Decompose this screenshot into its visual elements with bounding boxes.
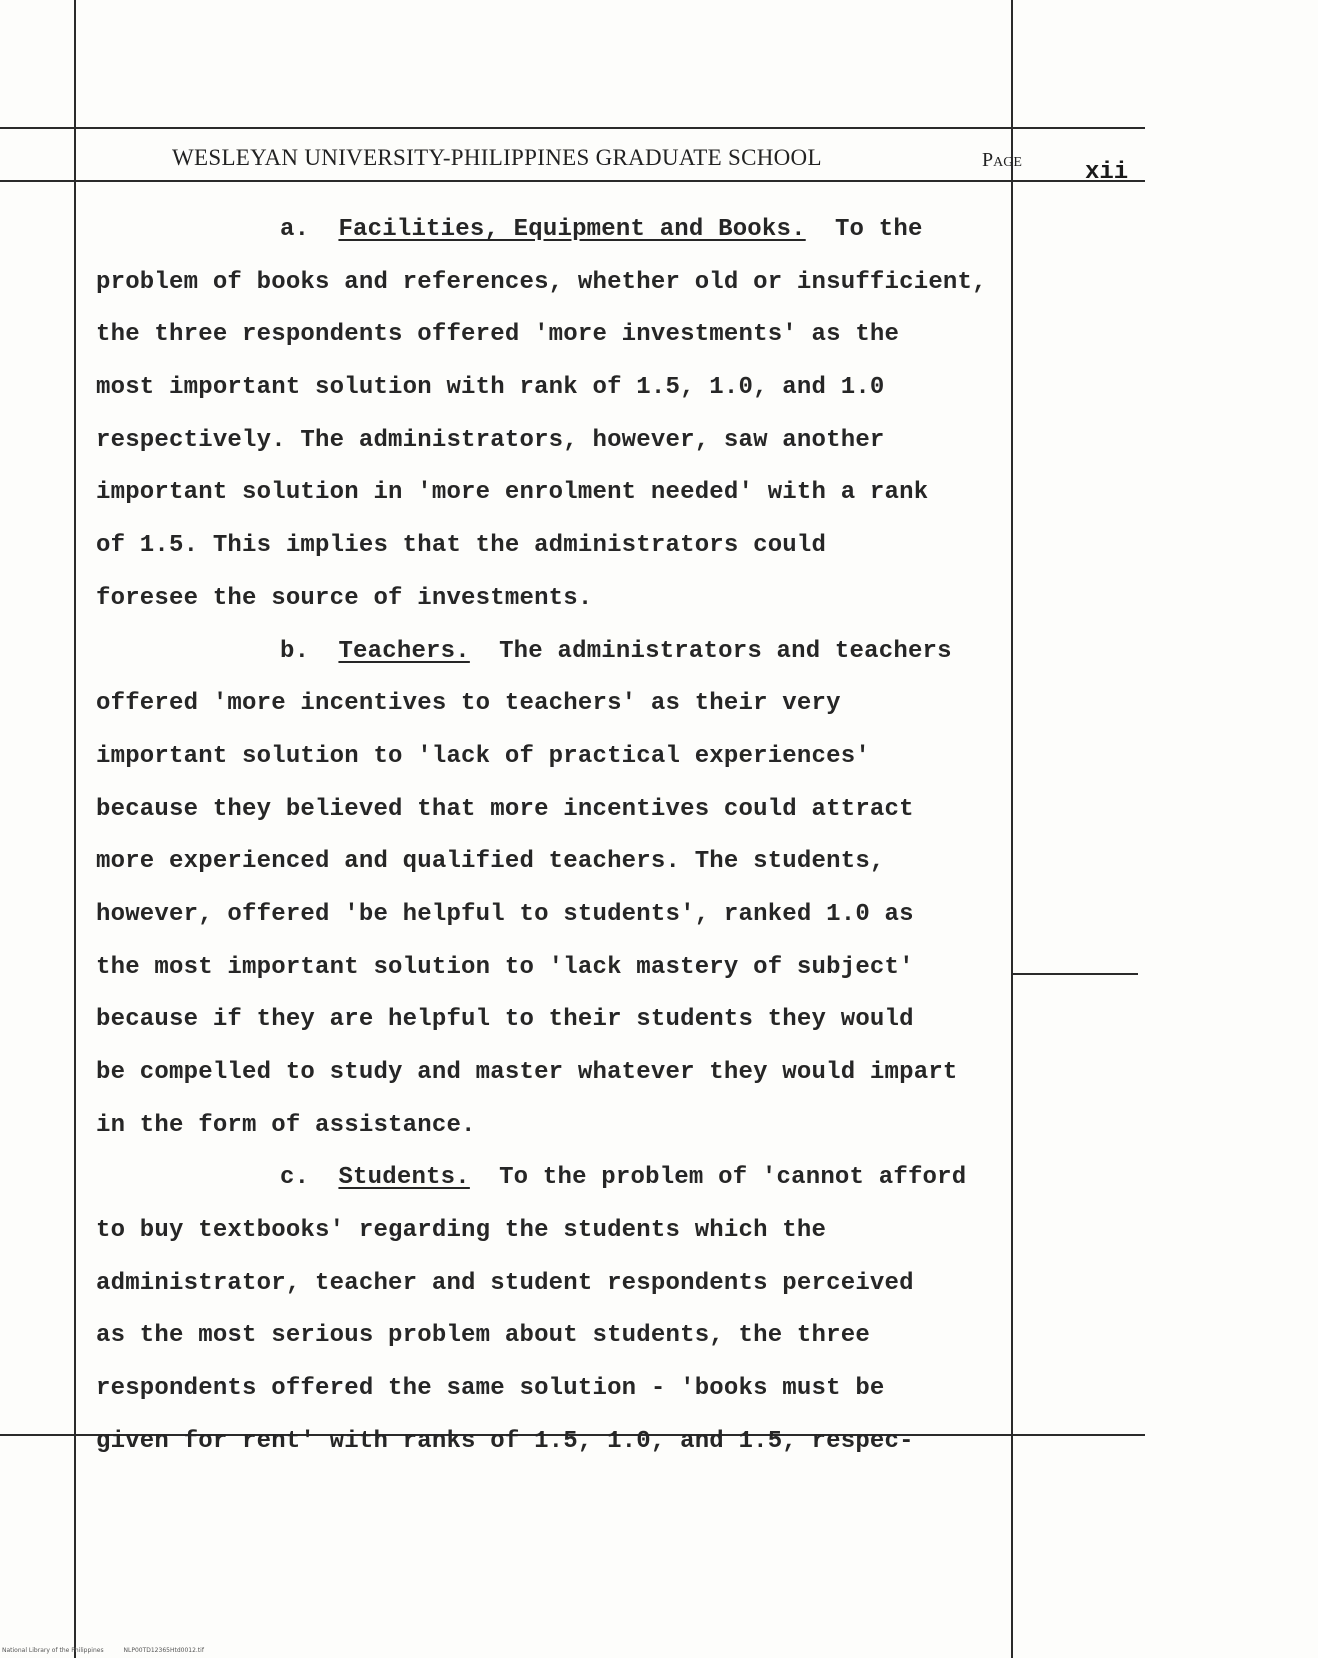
text-line: as the most serious problem about students, the three [96, 1322, 870, 1350]
para-b-first-line-rest: The administrators and teachers [499, 637, 952, 665]
text-line: however, offered 'be helpful to students', ranked 1.0 as [96, 900, 914, 928]
text-line: because if they are helpful to their students they would [96, 1006, 914, 1034]
text-line: important solution to 'lack of practical experiences' [96, 742, 870, 770]
text-line: most important solution with rank of 1.5, 1.0, and 1.0 [96, 374, 885, 402]
body-text [96, 204, 1066, 1469]
text-line: in the form of assistance. [96, 1111, 476, 1139]
text-line: foresee the source of investments. [96, 584, 593, 612]
text-line: more experienced and qualified teachers. The students, [96, 848, 885, 876]
para-a-first-line [96, 204, 1066, 257]
header-top-rule [0, 127, 1145, 129]
para-b-heading: Teachers. [338, 637, 470, 665]
para-b-label: b. [280, 637, 310, 665]
left-margin-rule [74, 0, 76, 1658]
para-c-first-line-rest: To the problem of 'cannot afford [499, 1164, 967, 1192]
para-b-first-line [96, 626, 1066, 679]
text-line: to buy textbooks' regarding the students which the [96, 1217, 827, 1245]
text-line: important solution in 'more enrolment needed' with a rank [96, 479, 929, 507]
page-label: Page [982, 149, 1022, 171]
page-number: xii [1085, 159, 1129, 186]
text-line: the most important solution to 'lack mastery of subject' [96, 953, 914, 981]
text-line: be compelled to study and master whatever they would impart [96, 1059, 958, 1086]
school-header-title: WESLEYAN UNIVERSITY-PHILIPPINES GRADUATE SCHOOL [172, 145, 822, 170]
para-c-first-line [96, 1152, 1066, 1205]
text-line: administrator, teacher and student respondents perceived [96, 1269, 914, 1297]
text-line: problem of books and references, whether old or insufficient, [96, 268, 987, 296]
header-bottom-rule [0, 180, 1145, 182]
text-line: given for rent' with ranks of 1.5, 1.0, and 1.5, respec- [96, 1427, 914, 1455]
para-a-first-line-rest: To the [834, 216, 923, 243]
text-line: offered 'more incentives to teachers' as their very [96, 690, 841, 718]
library-name: National Library of the Philippines [2, 1647, 104, 1654]
text-line: respondents offered the same solution - 'books must be [96, 1375, 885, 1403]
text-line: of 1.5. This implies that the administrators could [96, 532, 827, 560]
para-a-heading: Facilities, Equipment and Books. [338, 216, 806, 243]
para-c-heading: Students. [338, 1164, 470, 1192]
para-c-label: c. [280, 1164, 310, 1192]
text-line: because they believed that more incentives could attract [96, 795, 914, 823]
text-line: respectively. The administrators, however, saw another [96, 426, 885, 454]
text-line: the three respondents offered 'more investments' as the [96, 321, 900, 349]
file-id: NLP00TD12365Htd0012.tif [123, 1647, 204, 1654]
para-a-label: a. [280, 216, 310, 243]
scan-footer [2, 1647, 222, 1654]
